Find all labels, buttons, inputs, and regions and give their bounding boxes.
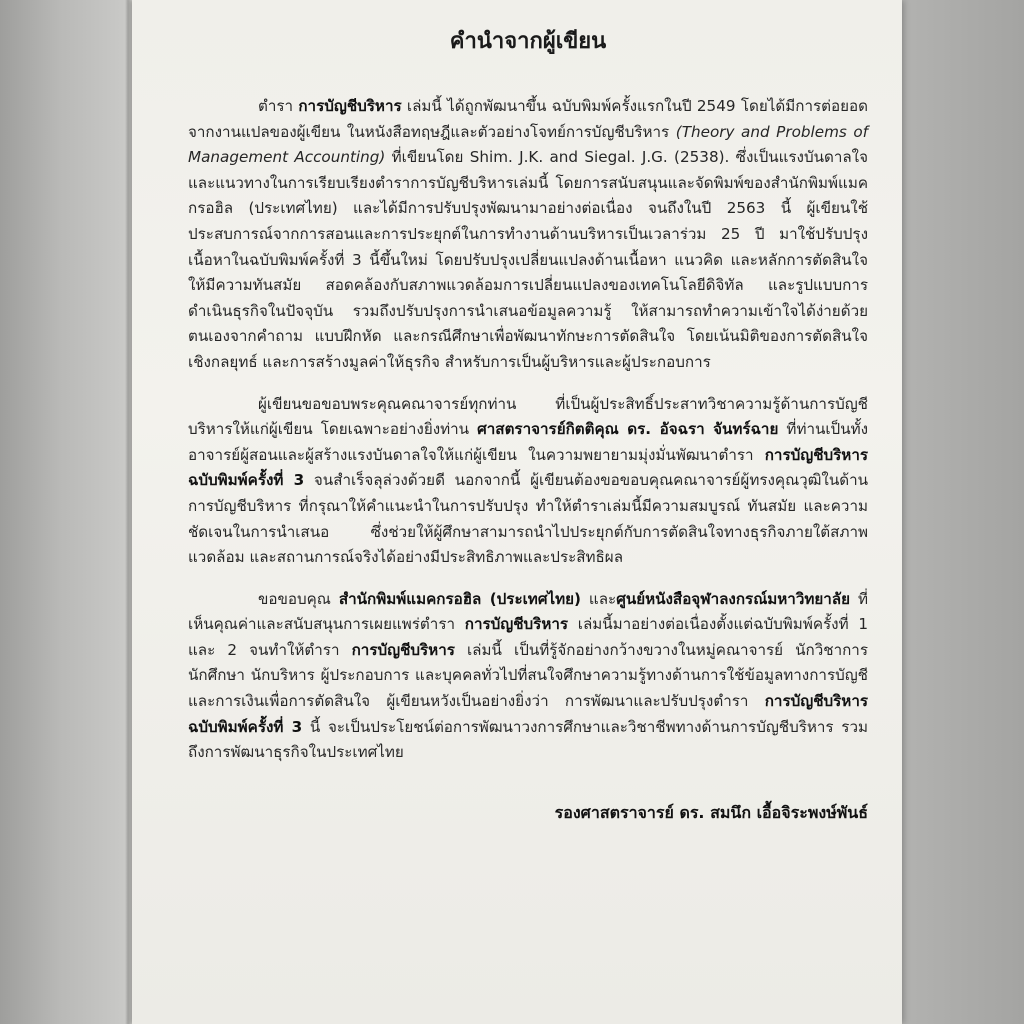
paragraph-text: จนสำเร็จลุล่วงด้วยดี นอกจากนี้ ผู้เขียนต้องขอขอบคุณคณาจารย์ผู้ทรงคุณวุฒิในด้านการบัญชีบริหาร ที่กรุณาให้คำแนะนำในการปรับปรุง ทำให้ตำราเล่มนี้มีความสมบูรณ์ ทันสมัย และความชัดเจนในการนำเสนอ ซึ่งช่วยให้ผู้ศึกษาสามารถนำไปประยุกต์กับการตัดสินใจทางธุรกิจภายใต้สภาพแวดล้อม และสถานการณ์จริงได้อย่างมีประสิทธิภาพและประสิทธิผล bbox=[188, 471, 868, 567]
professor-name-bold: ศาสตราจารย์กิตติคุณ ดร. อัจฉรา จันทร์ฉาย bbox=[477, 420, 779, 439]
paragraph-text: ที่เขียนโดย Shim. J.K. and Siegal. J.G. (2538). ซึ่งเป็นแรงบันดาลใจและแนวทางในการเรียบเรียงตำราการบัญชีบริหารเล่มนี้ โดยการสนับสนุนและจัดพิมพ์ของสำนักพิมพ์แมคกรอฮิล (ประเทศไทย) และได้มีการปรับปรุงพัฒนามาอย่างต่อเนื่อง จนถึงในปี 2563 นี้ ผู้เขียนใช้ประสบการณ์จากการสอนและการประยุกต์ในการทำงานด้านบริหารเป็นเวลาร่วม 25 ปี มาใช้ปรับปรุงเนื้อหาในฉบับพิมพ์ครั้งที่ 3 นี้ขึ้นใหม่ โดยปรับปรุงเปลี่ยนแปลงด้านเนื้อหา แนวคิด และหลักการตัดสินใจให้มีความทันสมัย สอดคล้องกับสภาพแวดล้อมการเปลี่ยนแปลงของเทคโนโลยีดิจิทัล และรูปแบบการดำเนินธุรกิจในปัจจุบัน รวมถึงปรับปรุงการนำเสนอข้อมูลความรู้ ให้สามารถทำความเข้าใจได้ง่ายด้วยตนเองจากคำถาม แบบฝึกหัด และกรณีศึกษาเพื่อพัฒนาทักษะการตัดสินใจ โดยเน้นมิติของการตัดสินใจเชิงกลยุทธ์ และการสร้างมูลค่าให้ธุรกิจ สำหรับการเป็นผู้บริหารและผู้ประกอบการ bbox=[188, 148, 868, 371]
edition-title-bold: การบัญชีบริหาร ฉบับพิมพ์ครั้งที่ 3 bbox=[188, 445, 868, 490]
english-book-title-italic: (Theory and Problems of Management Accounting) bbox=[188, 122, 869, 167]
author-signature: รองศาสตราจารย์ ดร. สมนึก เอื้อจิระพงษ์พันธ์ bbox=[554, 802, 868, 822]
book-title-bold: การบัญชีบริหาร bbox=[298, 97, 402, 115]
paragraph-text: ที่ท่านเป็นทั้งอาจารย์ผู้สอนและผู้สร้างแรงบันดาลใจให้แก่ผู้เขียน ในความพยายามมุ่งมั่นพัฒนาตำรา bbox=[188, 420, 869, 464]
paragraph-text: นี้ จะเป็นประโยชน์ต่อการพัฒนาวงการศึกษาและวิชาชีพทางด้านการบัญชีบริหาร รวมถึงการพัฒนาธุรกิจในประเทศไทย bbox=[188, 717, 868, 762]
paragraph-text: ผู้เขียนขอขอบพระคุณคณาจารย์ทุกท่าน ที่เป็นผู้ประสิทธิ์ประสาทวิชาความรู้ด้านการบัญชีบริหารให้แก่ผู้เขียน โดยเฉพาะอย่างยิ่งท่าน bbox=[188, 394, 868, 439]
paragraph-text: และ bbox=[580, 589, 617, 608]
page-title: คำนำจากผู้เขียน bbox=[449, 29, 607, 54]
paragraph-1 bbox=[188, 94, 868, 376]
paragraph-text: ขอขอบคุณ bbox=[258, 589, 339, 608]
paragraph-text: ตำรา bbox=[258, 97, 299, 115]
paragraph-2 bbox=[188, 392, 868, 571]
book-title-bold: การบัญชีบริหาร bbox=[464, 615, 569, 634]
paragraph-text: เล่มนี้ เป็นที่รู้จักอย่างกว้างขวางในหมู่คณาจารย์ นักวิชาการ นักศึกษา นักบริหาร ผู้ประกอบการ และบุคคลทั่วไปที่สนใจศึกษาความรู้ทางด้านการใช้ข้อมูลทางการบัญชีและการเงินเพื่อการตัดสินใจ ผู้เขียนหวังเป็นอย่างยิ่งว่า การพัฒนาและปรับปรุงตำรา bbox=[188, 640, 868, 711]
paragraph-text: เล่มนี้ ได้ถูกพัฒนาขึ้น ฉบับพิมพ์ครั้งแรกในปี 2549 โดยได้มีการต่อยอดจากงานแปลของผู้เขียน ในหนังสือทฤษฎีและตัวอย่างโจทย์การบัญชีบริหาร bbox=[188, 97, 868, 141]
preface-content bbox=[188, 20, 868, 825]
paragraph-3 bbox=[188, 587, 868, 766]
edition-title-bold: การบัญชีบริหาร ฉบับพิมพ์ครั้งที่ 3 bbox=[188, 692, 868, 736]
paragraph-text: ที่เห็นคุณค่าและสนับสนุนการเผยแพร่ตำรา bbox=[188, 589, 868, 634]
book-title-bold: การบัญชีบริหาร bbox=[351, 640, 455, 659]
paragraph-text: เล่มนี้มาอย่างต่อเนื่องตั้งแต่ฉบับพิมพ์ครั้งที่ 1 และ 2 จนทำให้ตำรา bbox=[188, 615, 868, 659]
bookstore-name-bold: ศูนย์หนังสือจุฬาลงกรณ์มหาวิทยาลัย bbox=[616, 589, 851, 608]
publisher-name-bold: สำนักพิมพ์แมคกรอฮิล (ประเทศไทย) bbox=[338, 589, 581, 608]
